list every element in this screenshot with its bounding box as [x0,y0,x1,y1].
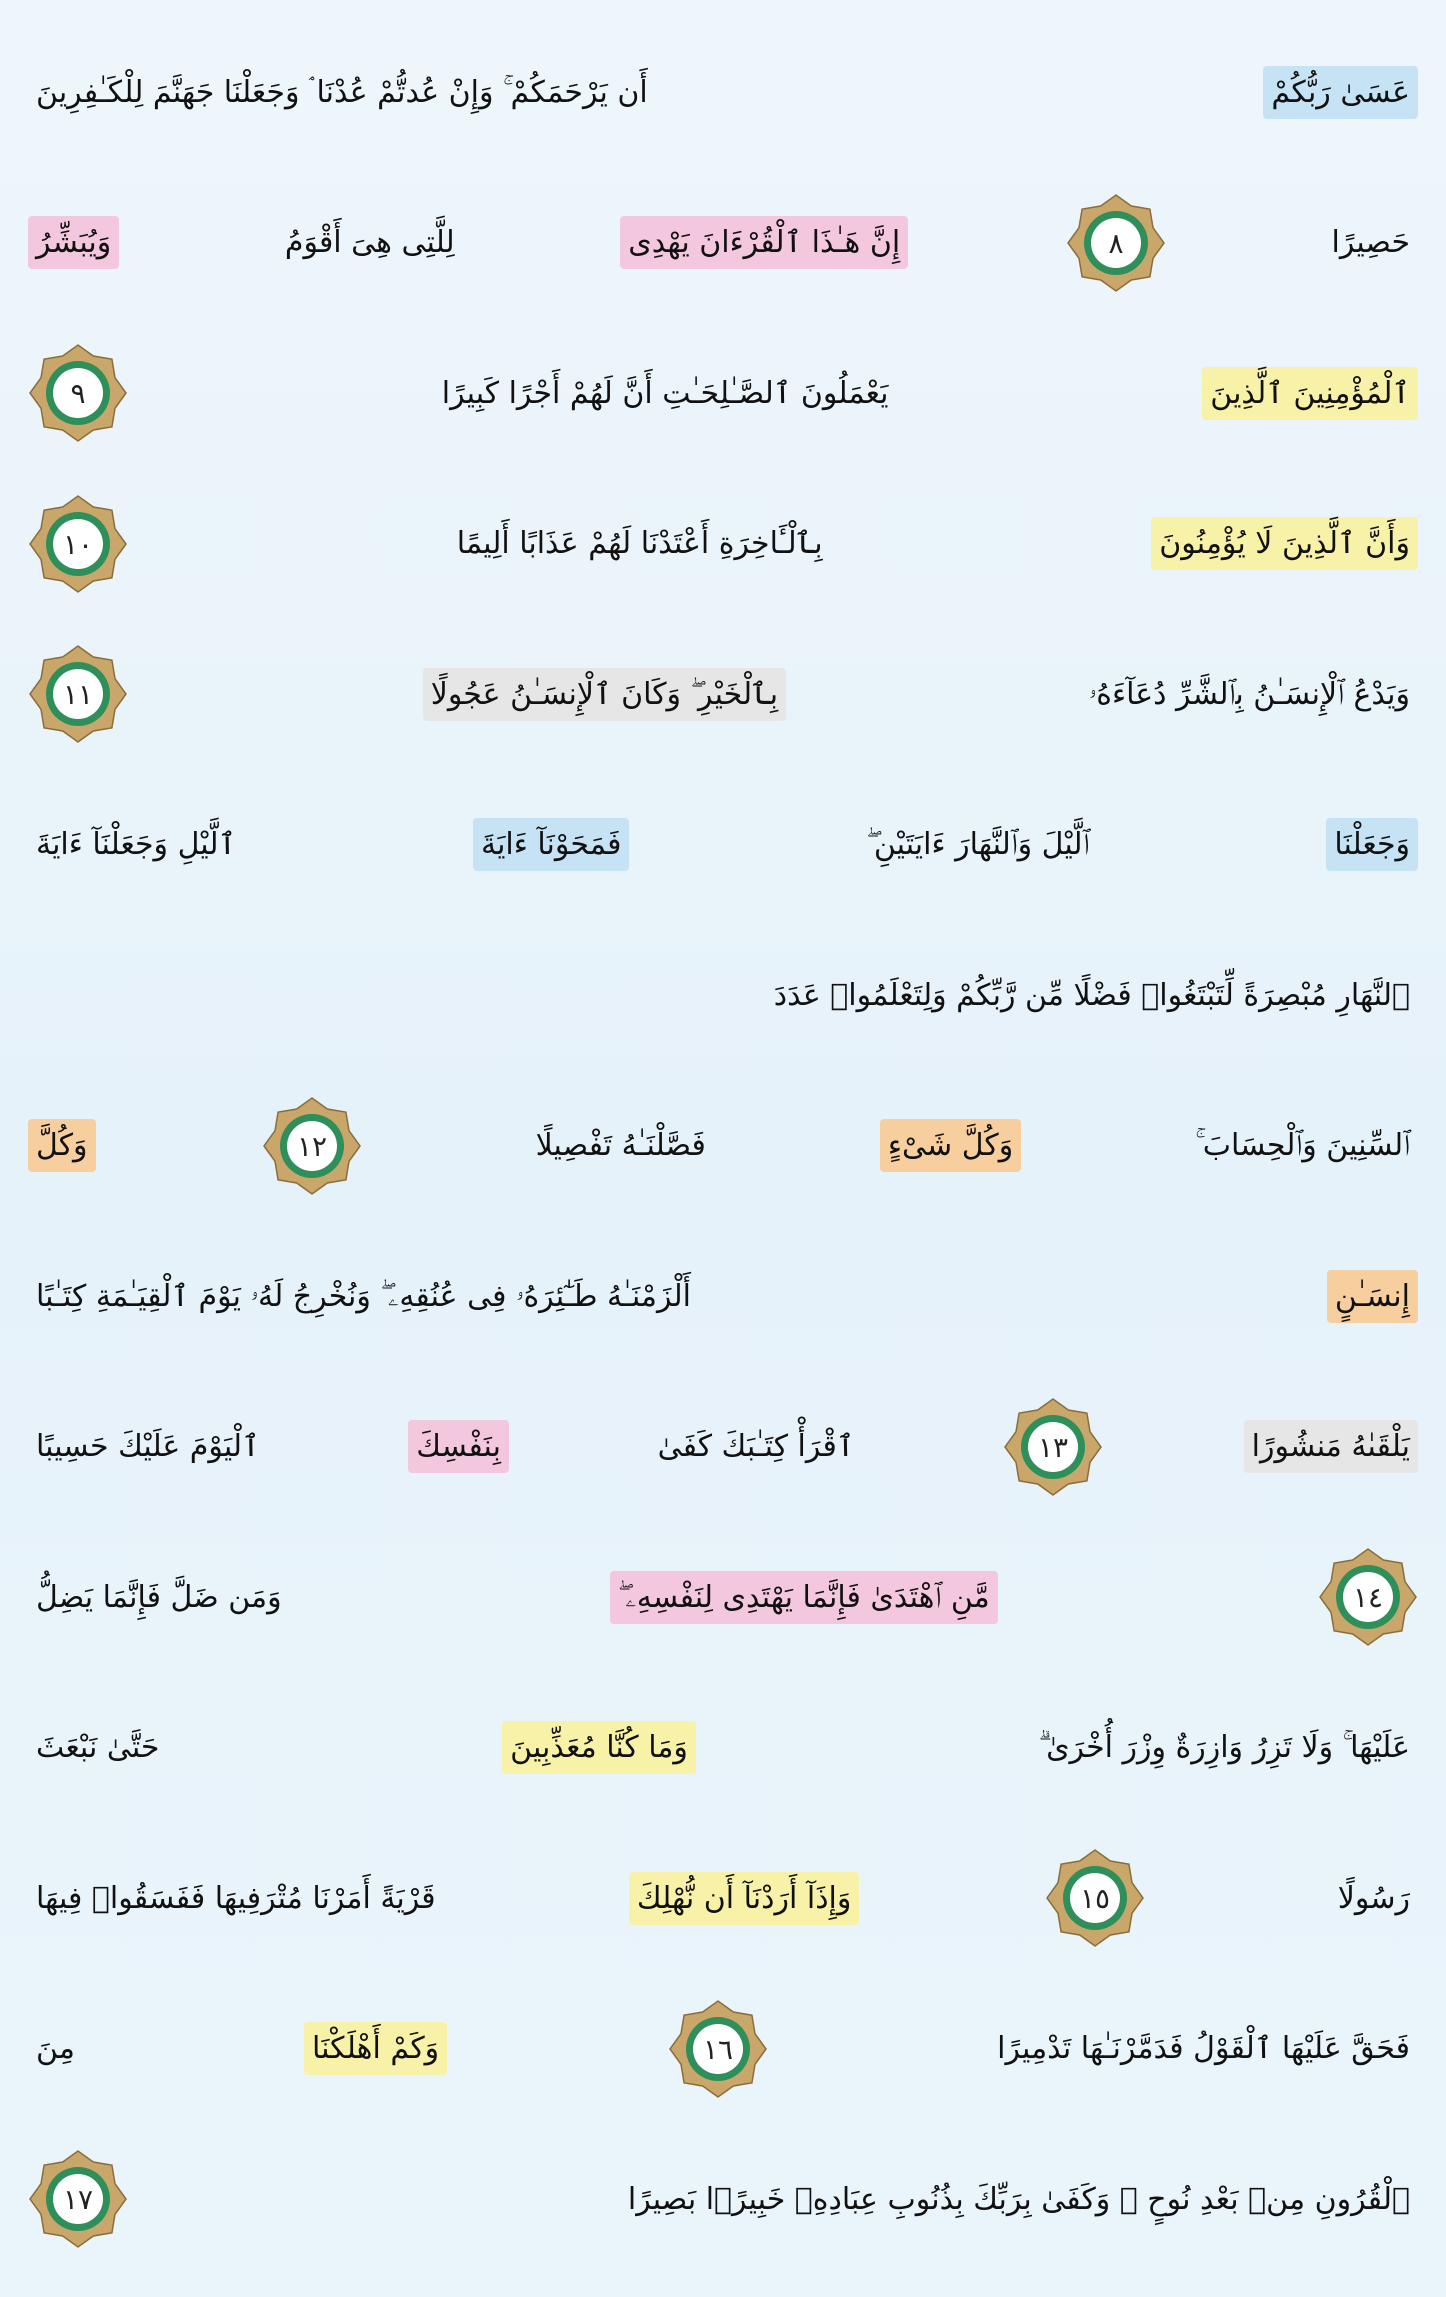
text-line [22,1832,1424,1964]
verse-text: بِٱلْـَٔاخِرَةِ أَعْتَدْنَا لَهُمْ عَذَابًا أَلِيمًا [456,526,823,561]
verse-text: مِنَ [36,2031,75,2066]
highlighted-phrase: وَمَا كُنَّا مُعَذِّبِينَ [502,1721,696,1774]
highlighted-phrase: وَكَمْ أَهْلَكْنَا [304,2022,447,2075]
ayah-number: ٩ [70,377,86,410]
highlighted-phrase: وَكُلَّ [28,1119,96,1172]
ayah-end-marker-icon [28,644,128,744]
verse-text: فَحَقَّ عَلَيْهَا ٱلْقَوْلُ فَدَمَّرْنَـٰهَا تَدْمِيرًا [997,2031,1410,2066]
verse-text: حَصِيرًا [1331,225,1410,260]
text-line [22,1230,1424,1362]
text-line [22,929,1424,1061]
highlighted-phrase: بِنَفْسِكَ [408,1420,509,1473]
verse-text: أَن يَرْحَمَكُمْ ۚ وَإِنْ عُدتُّمْ عُدْنَا ۘ وَجَعَلْنَا جَهَنَّمَ لِلْكَـٰفِرِينَ [36,74,648,110]
text-line [22,779,1424,911]
text-line [22,1682,1424,1814]
highlighted-phrase: وَجَعَلْنَا [1326,818,1418,871]
verse-text: ٱلْقُرُونِ مِنۢ بَعْدِ نُوحٍ ۗ وَكَفَىٰ بِرَبِّكَ بِذُنُوبِ عِبَادِهِۦ خَبِيرًۢا بَصِيرًا [627,2181,1410,2217]
verse-text: ٱلنَّهَارِ مُبْصِرَةً لِّتَبْتَغُوا۟ فَضْلًا مِّن رَّبِّكُمْ وَلِتَعْلَمُوا۟ عَدَدَ [773,977,1410,1013]
verse-text: ٱلَّيْلِ وَجَعَلْنَآ ءَايَةَ [36,827,237,862]
ayah-end-marker-icon [28,2149,128,2249]
ayah-number: ١٥ [1079,1882,1110,1915]
text-line [22,2133,1424,2265]
ayah-number: ٨ [1108,226,1124,260]
text-line [22,1080,1424,1212]
highlighted-phrase: وَأَنَّ ٱلَّذِينَ لَا يُؤْمِنُونَ [1151,517,1418,570]
verse-text: لِلَّتِى هِىَ أَقْوَمُ [284,225,455,260]
text-line [22,628,1424,760]
verse-text: ٱلَّيْلَ وَٱلنَّهَارَ ءَايَتَيْنِ ۖ [866,827,1090,862]
verse-text: ٱقْرَأْ كِتَـٰبَكَ كَفَىٰ [657,1429,855,1464]
highlighted-phrase: بِٱلْخَيْرِ ۖ وَكَانَ ٱلْإِنسَـٰنُ عَجُولًا [423,668,786,721]
verse-text: يَعْمَلُونَ ٱلصَّـٰلِحَـٰتِ أَنَّ لَهُمْ أَجْرًا كَبِيرًا [441,375,889,411]
ayah-end-marker-icon [262,1096,362,1196]
highlighted-phrase: وَإِذَآ أَرَدْنَآ أَن نُّهْلِكَ [629,1872,860,1925]
ayah-number: ١٢ [296,1129,327,1163]
verse-text: فَصَّلْنَـٰهُ تَفْصِيلًا [535,1128,706,1163]
ayah-end-marker-icon [28,494,128,594]
highlighted-phrase: فَمَحَوْنَآ ءَايَةَ [473,818,629,871]
ayah-number: ١٧ [62,2183,94,2216]
ayah-number: ١٦ [703,2032,734,2066]
text-line [22,1381,1424,1513]
highlighted-phrase: إِنسَـٰنٍ [1327,1270,1418,1323]
highlighted-phrase: وَكُلَّ شَىْءٍ [880,1119,1021,1172]
text-line [22,177,1424,309]
verse-text: أَلْزَمْنَـٰهُ طَـٰٓئِرَهُۥ فِى عُنُقِهِۦ ۖ وَنُخْرِجُ لَهُۥ يَوْمَ ٱلْقِيَـٰمَةِ كِتَـٰبًا [36,1278,692,1314]
verse-text: وَيَدْعُ ٱلْإِنسَـٰنُ بِٱلشَّرِّ دُعَآءَهُۥ [1088,676,1410,712]
text-line [22,1983,1424,2115]
verse-text: ٱلْيَوْمَ عَلَيْكَ حَسِيبًا [36,1429,260,1464]
ayah-number: ١٣ [1037,1430,1069,1464]
ayah-end-marker-icon [28,343,128,443]
ayah-number: ١٠ [62,527,94,561]
highlighted-phrase: إِنَّ هَـٰذَا ٱلْقُرْءَانَ يَهْدِى [620,216,908,269]
verse-text: رَسُولًا [1337,1880,1410,1916]
verse-text: حَتَّىٰ نَبْعَثَ [36,1730,160,1765]
ayah-end-marker-icon [668,1999,768,2099]
text-line [22,1531,1424,1663]
text-line [22,26,1424,158]
ayah-end-marker-icon [1003,1397,1103,1497]
ayah-end-marker-icon [1066,193,1166,293]
ayah-number: ١١ [62,678,94,711]
text-line [22,327,1424,459]
verse-text: وَمَن ضَلَّ فَإِنَّمَا يَضِلُّ [36,1579,282,1615]
highlighted-phrase: وَيُبَشِّرُ [28,216,119,269]
verse-text: عَلَيْهَا ۚ وَلَا تَزِرُ وَازِرَةٌ وِزْرَ أُخْرَىٰ ۗ [1038,1730,1410,1765]
ayah-number: ١٤ [1352,1581,1384,1614]
verse-text: ٱلسِّنِينَ وَٱلْحِسَابَ ۚ [1195,1128,1410,1163]
highlighted-phrase: عَسَىٰ رَبُّكُمْ [1263,66,1418,119]
ayah-end-marker-icon [1045,1848,1145,1948]
mushaf-page [22,18,1424,2280]
verse-text: قَرْيَةً أَمَرْنَا مُتْرَفِيهَا فَفَسَقُوا۟ فِيهَا [36,1880,436,1916]
ayah-end-marker-icon [1318,1547,1418,1647]
highlighted-phrase: يَلْقَىٰهُ مَنشُورًا [1244,1420,1418,1473]
text-line [22,478,1424,610]
highlighted-phrase: مَّنِ ٱهْتَدَىٰ فَإِنَّمَا يَهْتَدِى لِنَفْسِهِۦ ۖ [610,1571,998,1624]
highlighted-phrase: ٱلْمُؤْمِنِينَ ٱلَّذِينَ [1202,367,1418,420]
